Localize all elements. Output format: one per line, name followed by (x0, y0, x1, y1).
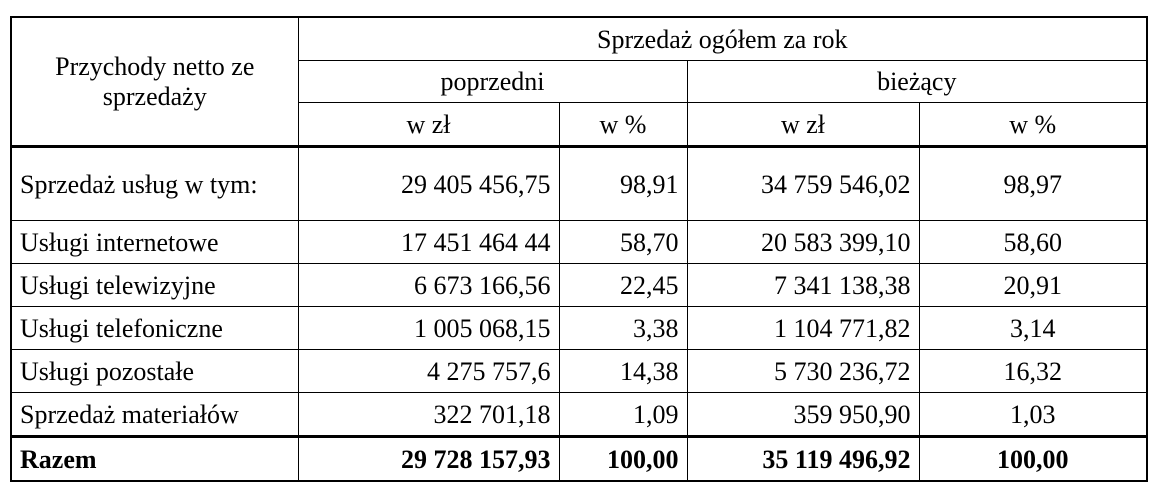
prev-pct-cell: 22,45 (559, 264, 687, 307)
row-label: Sprzedaż materiałów (11, 393, 298, 437)
unit-pct-prev-header: w % (559, 103, 687, 147)
curr-pct-cell: 3,14 (919, 307, 1147, 350)
table-row (11, 147, 1147, 221)
curr-pct-cell: 58,60 (919, 221, 1147, 264)
prev-pct-cell: 1,09 (559, 393, 687, 437)
row-label-header: Przychody netto ze sprzedaży (11, 17, 298, 147)
unit-pln-curr-header: w zł (687, 103, 919, 147)
prev-pct-cell: 98,91 (559, 147, 687, 221)
table-row (11, 350, 1147, 393)
curr-pln-cell: 34 759 546,02 (687, 147, 919, 221)
table-row (11, 264, 1147, 307)
sales-table (10, 16, 1148, 482)
curr-pct-cell: 1,03 (919, 393, 1147, 437)
prev-pct-cell: 58,70 (559, 221, 687, 264)
total-prev-pct: 100,00 (559, 437, 687, 482)
curr-pct-cell: 20,91 (919, 264, 1147, 307)
curr-pln-cell: 7 341 138,38 (687, 264, 919, 307)
table-row (11, 393, 1147, 437)
table-row (11, 221, 1147, 264)
prev-pln-cell: 1 005 068,15 (298, 307, 559, 350)
prev-pln-cell: 4 275 757,6 (298, 350, 559, 393)
total-row (11, 437, 1147, 482)
group-title-header: Sprzedaż ogółem za rok (298, 17, 1147, 61)
row-label: Usługi telefoniczne (11, 307, 298, 350)
curr-pln-cell: 5 730 236,72 (687, 350, 919, 393)
curr-pct-cell: 16,32 (919, 350, 1147, 393)
prev-pct-cell: 3,38 (559, 307, 687, 350)
prev-pln-cell: 29 405 456,75 (298, 147, 559, 221)
unit-pln-prev-header: w zł (298, 103, 559, 147)
curr-pln-cell: 20 583 399,10 (687, 221, 919, 264)
row-label: Usługi pozostałe (11, 350, 298, 393)
curr-pln-cell: 1 104 771,82 (687, 307, 919, 350)
prev-pln-cell: 6 673 166,56 (298, 264, 559, 307)
total-curr-pct: 100,00 (919, 437, 1147, 482)
row-label: Usługi telewizyjne (11, 264, 298, 307)
prev-pln-cell: 17 451 464 44 (298, 221, 559, 264)
table-row (11, 307, 1147, 350)
curr-pct-cell: 98,97 (919, 147, 1147, 221)
period-prev-header: poprzedni (298, 61, 687, 103)
period-curr-header: bieżący (687, 61, 1147, 103)
prev-pct-cell: 14,38 (559, 350, 687, 393)
unit-pct-curr-header: w % (919, 103, 1147, 147)
row-label: Usługi internetowe (11, 221, 298, 264)
total-curr-pln: 35 119 496,92 (687, 437, 919, 482)
curr-pln-cell: 359 950,90 (687, 393, 919, 437)
prev-pln-cell: 322 701,18 (298, 393, 559, 437)
total-prev-pln: 29 728 157,93 (298, 437, 559, 482)
total-label: Razem (11, 437, 298, 482)
row-label: Sprzedaż usług w tym: (11, 147, 298, 221)
